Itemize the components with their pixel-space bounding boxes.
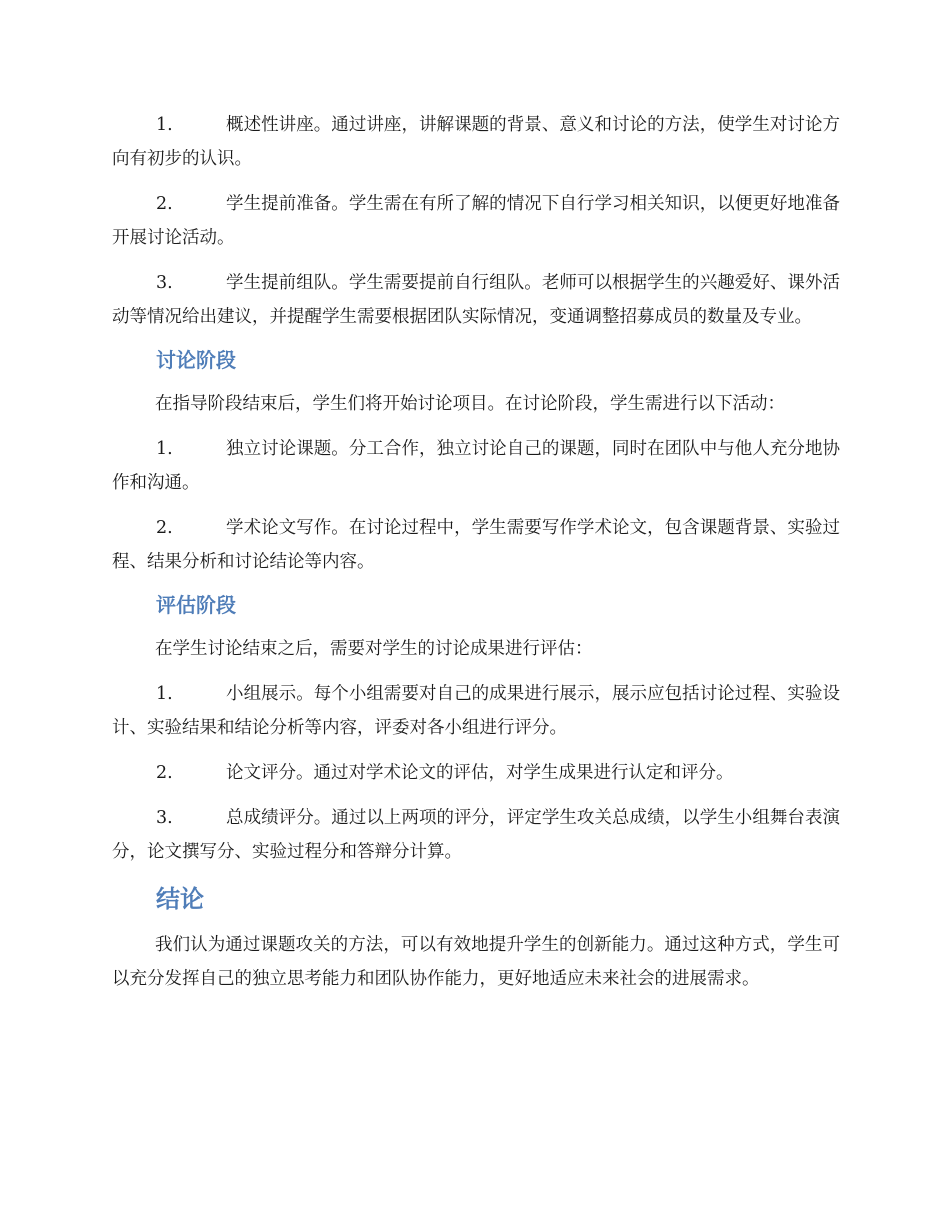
list-item-number: 3.: [156, 808, 173, 828]
list-item-text: 小组展示。每个小组需要对自己的成果进行展示，展示应包括讨论过程、实验设计、实验结果和结论分析等内容，评委对各小组进行评分。: [112, 684, 840, 738]
list-item-number: 1.: [156, 439, 173, 459]
list-item: [112, 801, 840, 869]
conclusion-text: 我们认为通过课题攻关的方法，可以有效地提升学生的创新能力。通过这种方式，学生可以充分发挥自己的独立思考能力和团队协作能力，更好地适应未来社会的进展需求。: [112, 935, 840, 989]
section-heading-discussion: 讨论阶段: [156, 348, 236, 372]
list-item: [112, 266, 840, 334]
list-item-text: 论文评分。通过对学术论文的评估，对学生成果进行认定和评分。: [226, 763, 734, 783]
list-item-text: 总成绩评分。通过以上两项的评分，评定学生攻关总成绩，以学生小组舞台表演分，论文撰写分、实验过程分和答辩分计算。: [112, 808, 840, 862]
list-item-text: 概述性讲座。通过讲座，讲解课题的背景、意义和讨论的方法，使学生对讨论方向有初步的认识。: [112, 115, 840, 169]
list-item-number: 3.: [156, 273, 173, 293]
list-item: [112, 108, 840, 176]
section-heading-evaluation: 评估阶段: [156, 593, 236, 617]
document-page: [112, 108, 840, 1007]
section-intro: 在学生讨论结束之后，需要对学生的讨论成果进行评估：: [155, 639, 593, 659]
list-item-number: 2.: [156, 518, 173, 538]
list-item-text: 学生提前准备。学生需在有所了解的情况下自行学习相关知识，以便更好地准备开展讨论活动。: [112, 194, 840, 248]
list-item-number: 2.: [156, 194, 173, 214]
list-item-number: 1.: [156, 684, 173, 704]
section-heading-conclusion: 结论: [156, 885, 204, 913]
list-item: [112, 511, 840, 579]
list-item: [112, 756, 840, 790]
list-item-number: 2.: [156, 763, 173, 783]
section-intro: 在指导阶段结束后，学生们将开始讨论项目。在讨论阶段，学生需进行以下活动：: [155, 394, 785, 414]
list-item-text: 独立讨论课题。分工合作，独立讨论自己的课题，同时在团队中与他人充分地协作和沟通。: [112, 439, 840, 493]
list-item-number: 1.: [156, 115, 173, 135]
list-item-text: 学生提前组队。学生需要提前自行组队。老师可以根据学生的兴趣爱好、课外活动等情况给出建议，并提醒学生需要根据团队实际情况，变通调整招募成员的数量及专业。: [112, 273, 840, 327]
list-item: [112, 432, 840, 500]
list-item: [112, 187, 840, 255]
list-item: [112, 677, 840, 745]
list-item-text: 学术论文写作。在讨论过程中，学生需要写作学术论文，包含课题背景、实验过程、结果分析和讨论结论等内容。: [112, 518, 840, 572]
